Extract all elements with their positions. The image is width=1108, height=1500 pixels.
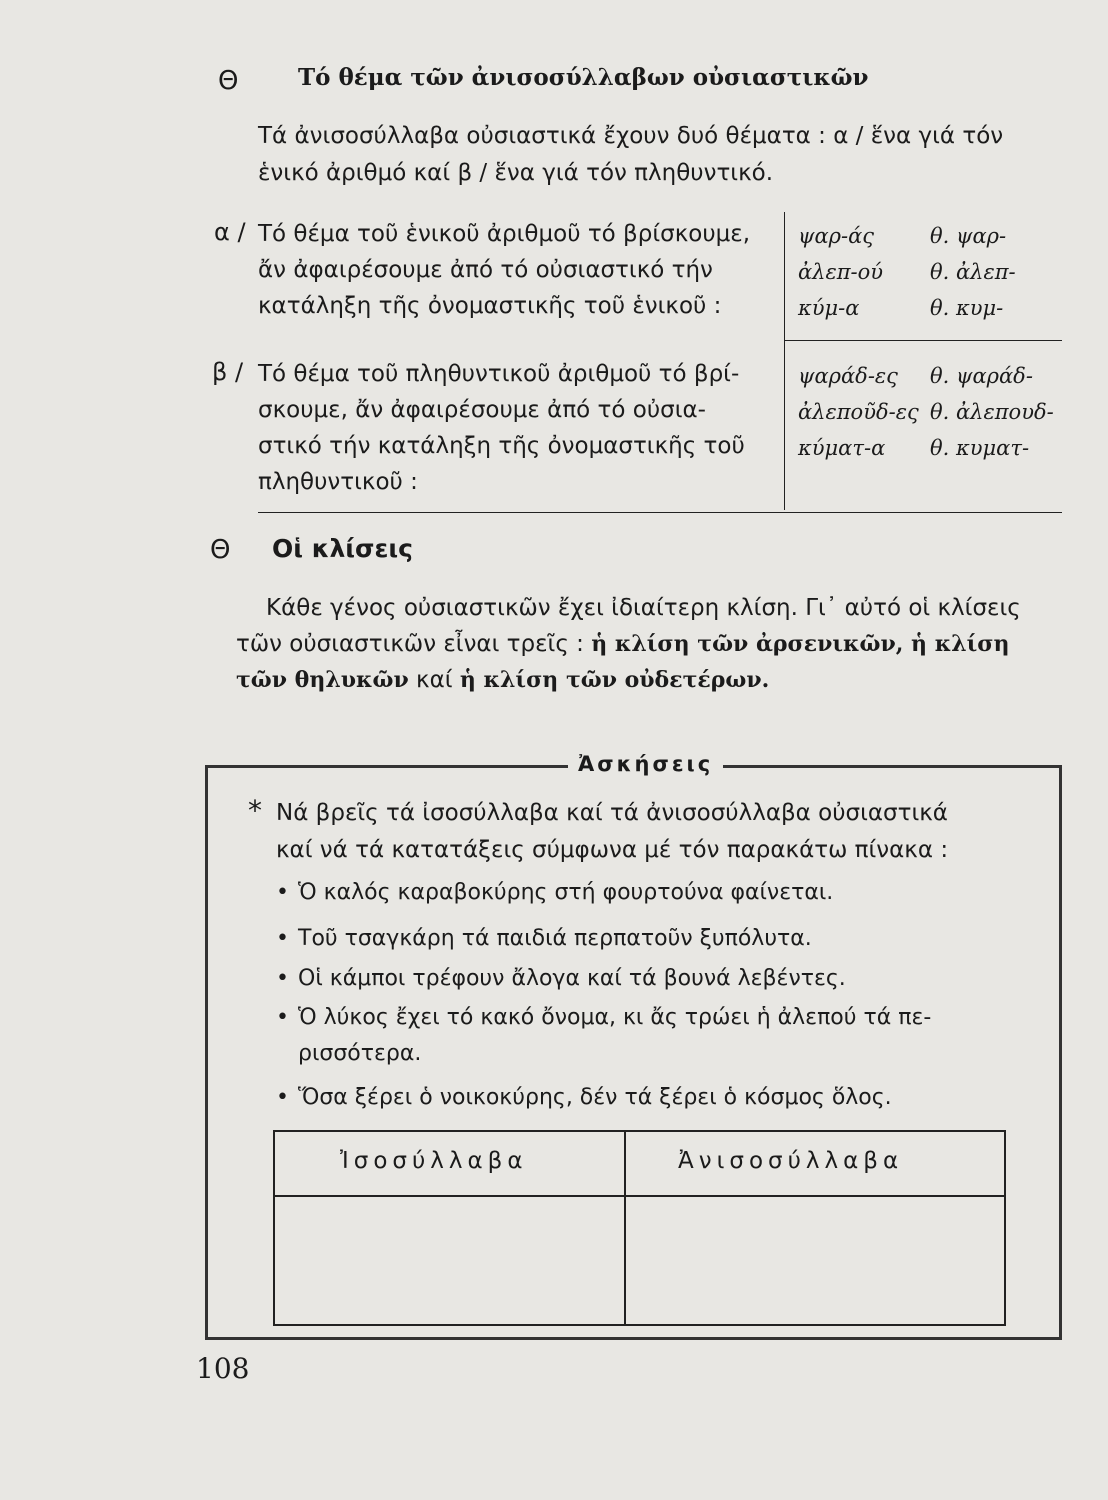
example-stem: θ. ψαράδ- xyxy=(930,364,1033,388)
example-word: ψαρ-άς xyxy=(798,224,875,248)
rule-b-example-words xyxy=(798,358,919,466)
theta-section-icon: Θ xyxy=(210,535,231,565)
rule-b-label: β / xyxy=(212,358,244,386)
example-stem: θ. κυμ- xyxy=(930,296,1004,320)
example-stem: θ. ἀλεπουδ- xyxy=(930,400,1054,424)
rule-b-line: πληθυντικοῦ : xyxy=(258,469,418,495)
divider-horizontal xyxy=(785,340,1062,341)
exercise-instruction-2: καί νά τά κατατάξεις σύμφωνα μέ τόν παρακάτω πίνακα : xyxy=(276,837,949,863)
declensions-line-2 xyxy=(236,626,1009,663)
rule-a-line: κατάληξη τῆς ὀνομαστικῆς τοῦ ἑνικοῦ : xyxy=(258,293,722,319)
sentence-text: Τοῦ τσαγκάρη τά παιδιά περπατοῦν ξυπόλυτα. xyxy=(298,926,812,951)
intro-line-1: Τά ἀνισοσύλλαβα οὐσιαστικά ἔχουν δυό θέματα : α / ἕνα γιά τόν xyxy=(258,123,1004,149)
declensions-text: καί xyxy=(408,667,460,693)
rule-b-line: στικό τήν κατάληξη τῆς ὀνομαστικῆς τοῦ xyxy=(258,433,745,459)
table-header-isosyllabic: Ἰσοσύλλαβα xyxy=(340,1148,528,1174)
star-icon: * xyxy=(248,794,262,827)
sentence-text: Ὁ λύκος ἔχει τό κακό ὄνομα, κι ἄς τρώει ἡ ἀλεπού τά πε- xyxy=(298,1005,932,1030)
rule-a-line: ἄν ἀφαιρέσουμε ἀπό τό οὐσιαστικό τήν xyxy=(258,257,713,283)
declensions-text: τῶν οὐσιαστικῶν εἶναι τρεῖς : xyxy=(236,631,592,657)
rule-a-label: α / xyxy=(214,218,246,246)
sentence-item xyxy=(276,1005,931,1030)
rule-a-line: Τό θέμα τοῦ ἑνικοῦ ἀριθμοῦ τό βρίσκουμε, xyxy=(258,221,751,247)
bullet-icon: • xyxy=(276,966,289,991)
exercise-instruction-1: Νά βρεῖς τά ἰσοσύλλαβα καί τά ἀνισοσύλλαβα οὐσιαστικά xyxy=(276,800,948,826)
theta-section-icon: Θ xyxy=(218,66,239,96)
sentence-item xyxy=(276,880,833,905)
sentence-text: Ὅσα ξέρει ὁ νοικοκύρης, δέν τά ξέρει ὁ κόσμος ὅλος. xyxy=(298,1085,892,1110)
example-word: κύματ-α xyxy=(798,436,886,460)
example-stem: θ. κυματ- xyxy=(930,436,1030,460)
rule-b-example-stems xyxy=(930,358,1054,466)
sentence-item xyxy=(276,1085,892,1110)
rule-b-line: σκουμε, ἄν ἀφαιρέσουμε ἀπό τό οὐσια- xyxy=(258,397,706,423)
section-title-stems: Τό θέμα τῶν ἀνισοσύλλαβων οὐσιαστικῶν xyxy=(298,64,869,91)
divider-bottom xyxy=(258,512,1062,513)
rule-a-text xyxy=(258,216,750,324)
bullet-icon: • xyxy=(276,1005,289,1030)
bullet-icon: • xyxy=(276,926,289,951)
page-number: 108 xyxy=(196,1352,250,1385)
rule-a-example-words xyxy=(798,218,883,326)
example-stem: θ. ἀλεπ- xyxy=(930,260,1016,284)
rule-a-example-stems xyxy=(930,218,1016,326)
example-word: κύμ-α xyxy=(798,296,860,320)
declensions-line-1: Κάθε γένος οὐσιαστικῶν ἔχει ἰδιαίτερη κλίση. Γι᾽ αὐτό οἱ κλίσεις xyxy=(266,595,1021,621)
divider-vertical xyxy=(784,212,785,510)
table-column-divider xyxy=(624,1130,626,1326)
example-word: ἀλεπ-ού xyxy=(798,260,884,284)
declensions-bold: ἡ κλίση τῶν οὐδετέρων. xyxy=(459,667,770,693)
section-title-declensions: Οἱ κλίσεις xyxy=(272,534,413,563)
declensions-line-3 xyxy=(236,662,769,699)
sentence-item xyxy=(276,966,846,991)
table-header-anisosyllabic: Ἀνισοσύλλαβα xyxy=(678,1148,904,1174)
sentence-text: Ὁ καλός καραβοκύρης στή φουρτούνα φαίνεται. xyxy=(298,880,834,905)
intro-line-2: ἑνικό ἀριθμό καί β / ἕνα γιά τόν πληθυντικό. xyxy=(258,160,774,186)
rule-b-line: Τό θέμα τοῦ πληθυντικοῦ ἀριθμοῦ τό βρί- xyxy=(258,361,740,387)
sentence-item xyxy=(276,926,812,951)
declensions-bold: τῶν θηλυκῶν xyxy=(236,667,409,693)
bullet-icon: • xyxy=(276,1085,289,1110)
sentence-text: Οἱ κάμποι τρέφουν ἄλογα καί τά βουνά λεβέντες. xyxy=(298,966,846,991)
example-word: ἀλεποῦδ-ες xyxy=(798,400,919,424)
example-stem: θ. ψαρ- xyxy=(930,224,1007,248)
declensions-bold: ἡ κλίση τῶν ἀρσενικῶν, ἡ κλίση xyxy=(591,631,1010,657)
example-word: ψαράδ-ες xyxy=(798,364,898,388)
bullet-icon: • xyxy=(276,880,289,905)
table-header-divider xyxy=(273,1195,1006,1197)
sentence-continuation: ρισσότερα. xyxy=(298,1041,422,1066)
rule-b-text xyxy=(258,356,745,500)
exercises-title: Ἀσκήσεις xyxy=(568,752,723,776)
